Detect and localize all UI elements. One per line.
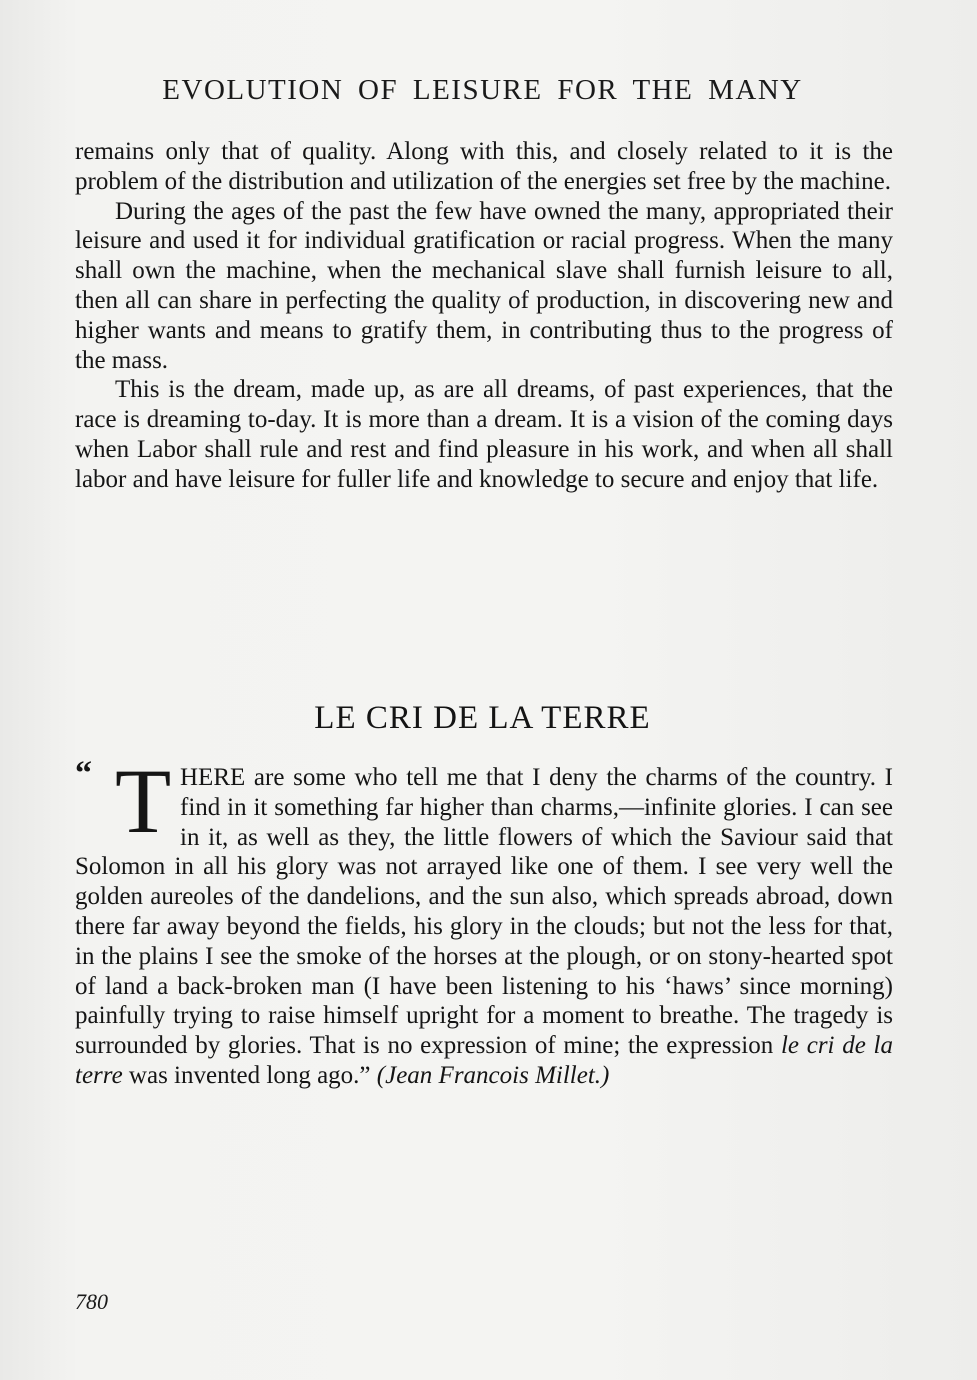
essay-body bbox=[75, 137, 893, 495]
quote-text: HERE are some who tell me that I deny the charms of the country. I find in it something far higher than charms,—infinite glories. I can see in it, as well as they, the little flowers of which the Saviour said that Solomon in all his glory was not arrayed like one of them. I see very well the golden aureoles of the dandelions, and the sun also, which spreads abroad, down there far away beyond the fields, his glory in the clouds; but not the less for that, in the plains I see the smoke of the horses at the plough, or on stony-hearted spot of land a back-broken man (I have been listening to his ‘haws’ since morning) painfully trying to raise himself upright for a moment to breathe. The tragedy is surrounded by glories. That is no expression of mine; the expression bbox=[75, 764, 893, 1060]
running-head: EVOLUTION OF LEISURE FOR THE MANY bbox=[162, 74, 803, 106]
drop-cap-block bbox=[75, 750, 179, 852]
paragraph-continuation: remains only that of quality. Along with this, and closely related to it is the problem of the distribution and utilization of the energies set free by the machine. bbox=[75, 138, 893, 195]
section-title: LE CRI DE LA TERRE bbox=[314, 700, 651, 736]
open-quote-mark: “ bbox=[75, 755, 92, 792]
quote-text-end: was invented long ago.” bbox=[122, 1061, 377, 1089]
quote-paragraph bbox=[75, 750, 893, 1091]
quote-body bbox=[75, 750, 893, 1091]
quote-attribution: (Jean Francois Millet.) bbox=[376, 1061, 610, 1089]
quote-italic-phrase: le cri de la terre bbox=[75, 1032, 893, 1089]
paragraph: During the ages of the past the few have owned the many, appropriated their leisure and used it for individual gratification or racial progress. When the many shall own the machine, when the mechanical slave shall furnish leisure to all, then all can share in perfecting the quality of production, in discovering new and higher wants and means to gratify them, in contributing thus to the progress of the mass. bbox=[75, 197, 893, 374]
drop-cap: T bbox=[115, 750, 172, 852]
paragraph: This is the dream, made up, as are all dreams, of past experiences, that the race is dreaming to-day. It is more than a dream. It is a vision of the coming days when Labor shall rule and rest and find pleasure in his work, and when all shall labor and have leisure for fuller life and knowledge to secure and enjoy that life. bbox=[75, 376, 893, 493]
page-number: 780 bbox=[75, 1289, 108, 1314]
